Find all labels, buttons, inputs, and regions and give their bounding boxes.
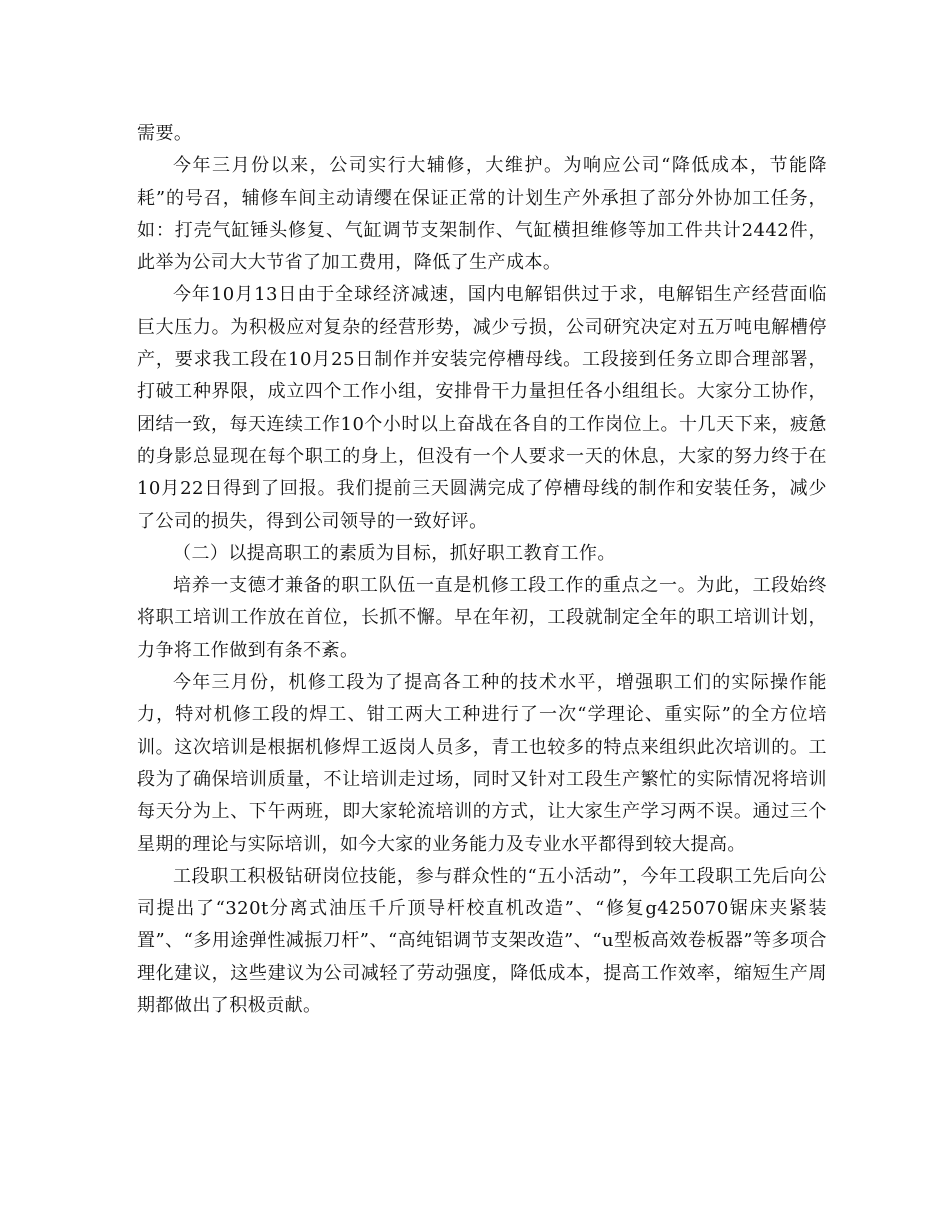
paragraph-busbar-project: 今年10月13日由于全球经济减速，国内电解铝供过于求，电解铝生产经营面临巨大压力。为积极应对复杂的经营形势，减少亏损，公司研究决定对五万吨电解槽停产，要求我工段在10月25日制作并安装完停槽母线。工段接到任务立即合理部署，打破工种界限，成立四个工作小组，安排骨干力量担任各小组组长。大家分工协作，团结一致，每天连续工作10个小时以上奋战在各自的工作岗位上。十几天下来，疲惫的身影总显现在每个职工的身上，但没有一个人要求一天的休息，大家的努力终于在10月22日得到了回报。我们提前三天圆满完成了停槽母线的制作和安装任务，减少了公司的损失，得到公司领导的一致好评。 xyxy=(137,284,827,532)
document-page xyxy=(137,118,827,1022)
paragraph-five-small-activities: 工段职工积极钻研岗位技能，参与群众性的“五小活动”，今年工段职工先后向公司提出了“320t分离式油压千斤顶导杆校直机改造”、“修复g425070锯床夹紧装置”、“多用途弹性减振刀杆”、“高纯铝调节支架改造”、“u型板高效卷板器”等多项合理化建议，这些建议为公司减轻了劳动强度，降低成本，提高工作效率，缩短生产周期都做出了积极贡献。 xyxy=(137,865,827,1017)
paragraph-continuation: 需要。 xyxy=(137,123,193,144)
section-heading-training: （二）以提高职工的素质为目标，抓好职工教育工作。 xyxy=(173,542,616,564)
paragraph-march-training: 今年三月份，机修工段为了提高各工种的技术水平，增强职工们的实际操作能力，特对机修工段的焊工、钳工两大工种进行了一次“学理论、重实际”的全方位培训。这次培训是根据机修焊工返岗人员多，青工也较多的特点来组织此次培训的。工段为了确保培训质量，不让培训走过场，同时又针对工段生产繁忙的实际情况将培训每天分为上、下午两班，即大家轮流培训的方式，让大家生产学习两不误。通过三个星期的理论与实际培训，如今大家的业务能力及专业水平都得到较大提高。 xyxy=(137,672,827,855)
paragraph-maintenance-tasks: 今年三月份以来，公司实行大辅修，大维护。为响应公司“降低成本，节能降耗”的号召，辅修车间主动请缨在保证正常的计划生产外承担了部分外协加工任务，如：打壳气缸锤头修复、气缸调节支架制作、气缸横担维修等加工件共计2442件，此举为公司大大节省了加工费用，降低了生产成本。 xyxy=(137,155,827,274)
paragraph-training-plan: 培养一支德才兼备的职工队伍一直是机修工段工作的重点之一。为此，工段始终将职工培训工作放在首位，长抓不懈。早在年初，工段就制定全年的职工培训计划，力争将工作做到有条不紊。 xyxy=(137,575,827,661)
